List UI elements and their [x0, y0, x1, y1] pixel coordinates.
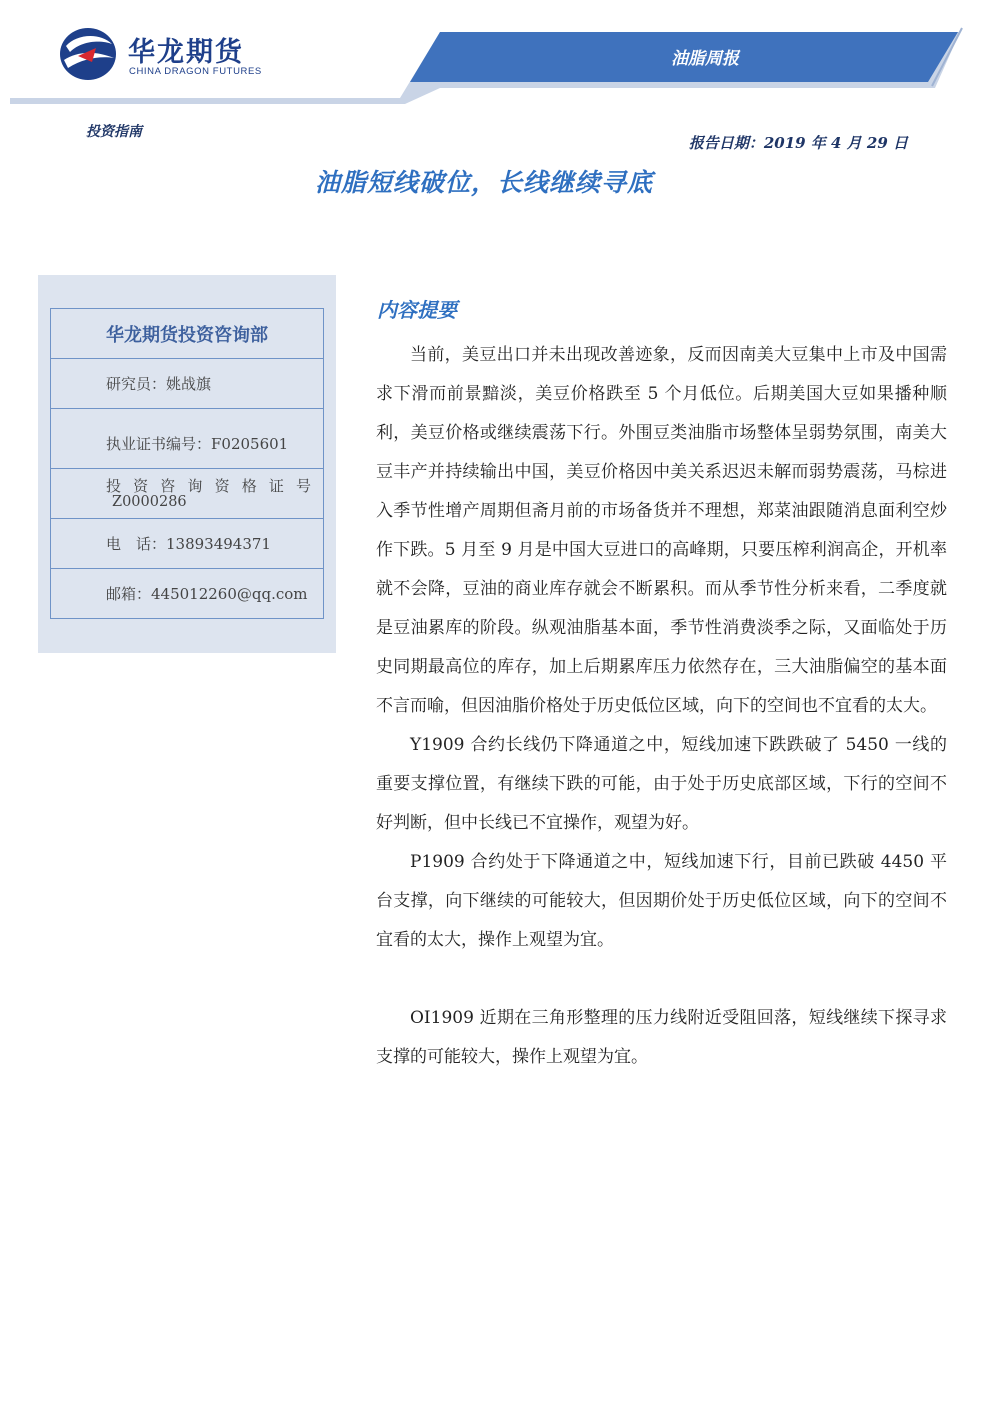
phone-number: 电 话：13893494371	[51, 519, 324, 569]
summary-paragraph: Y1909 合约长线仍下降通道之中，短线加速下跌跌破了 5450 一线的重要支撑位置，有继续下跌的可能，由于处于历史底部区域，下行的空间不好判断，但中长线已不宜操作，观望为好。	[376, 735, 947, 833]
report-type-label: 油脂周报	[671, 49, 739, 69]
report-date: 报告日期：2019 年 4 月 29 日	[688, 134, 908, 152]
researcher-name: 研究员：姚战旗	[51, 359, 324, 409]
china-dragon-logo-icon	[58, 26, 118, 82]
section-label: 投资指南	[86, 124, 142, 140]
email-address: 邮箱：445012260@qq.com	[51, 569, 324, 619]
brand-name-en: CHINA DRAGON FUTURES	[129, 66, 262, 77]
qualification-number: Z0000286	[112, 493, 187, 510]
page-header	[0, 0, 992, 110]
summary-paragraph: 当前，美豆出口并未出现改善迹象，反而因南美大豆集中上市及中国需求下滑而前景黯淡，美豆价格跌至 5 个月低位。后期美国大豆如果播种顺利，美豆价格或继续震荡下行。外围豆类油脂市场整体呈弱势氛围，南美大豆丰产并持续输出中国，美豆价格因中美关系迟迟未解而弱势震荡，马棕进入季节性增产周期但斋月前的市场备货并不理想，郑菜油跟随消息面利空炒作下跌。5 月至 9 月是中国大豆进口的高峰期，只要压榨利润高企，开机率就不会降，豆油的商业库存就会不断累积。而从季节性分析来看，二季度就是豆油累库的阶段。纵观油脂基本面，季节性消费淡季之际，又面临处于历史同期最高位的库存，加上后期累库压力依然存在，三大油脂偏空的基本面不言而喻，但因油脂价格处于历史低位区域，向下的空间也不宜看的太大。	[376, 345, 947, 716]
department-name: 华龙期货投资咨询部	[51, 309, 324, 359]
document-title: 油脂短线破位，长线继续寻底	[314, 168, 653, 197]
summary-heading: 内容提要	[377, 298, 457, 322]
summary-paragraph: P1909 合约处于下降通道之中，短线加速下行，目前已跌破 4450 平台支撑，向下继续的可能较大，但因期价处于历史低位区域，向下的空间不宜看的太大，操作上观望为宜。	[376, 852, 947, 950]
summary-content	[376, 336, 947, 1077]
qualification-cell	[51, 469, 324, 519]
summary-paragraph: OI1909 近期在三角形整理的压力线附近受阻回落，短线继续下探寻求支撑的可能较大，操作上观望为宜。	[376, 1008, 947, 1067]
brand-name-cn: 华龙期货	[128, 37, 244, 68]
contact-table	[50, 308, 324, 619]
qualification-label: 投 资 咨 询 资 格 证 号	[106, 476, 311, 495]
license-number: 执业证书编号：F0205601	[51, 409, 324, 469]
